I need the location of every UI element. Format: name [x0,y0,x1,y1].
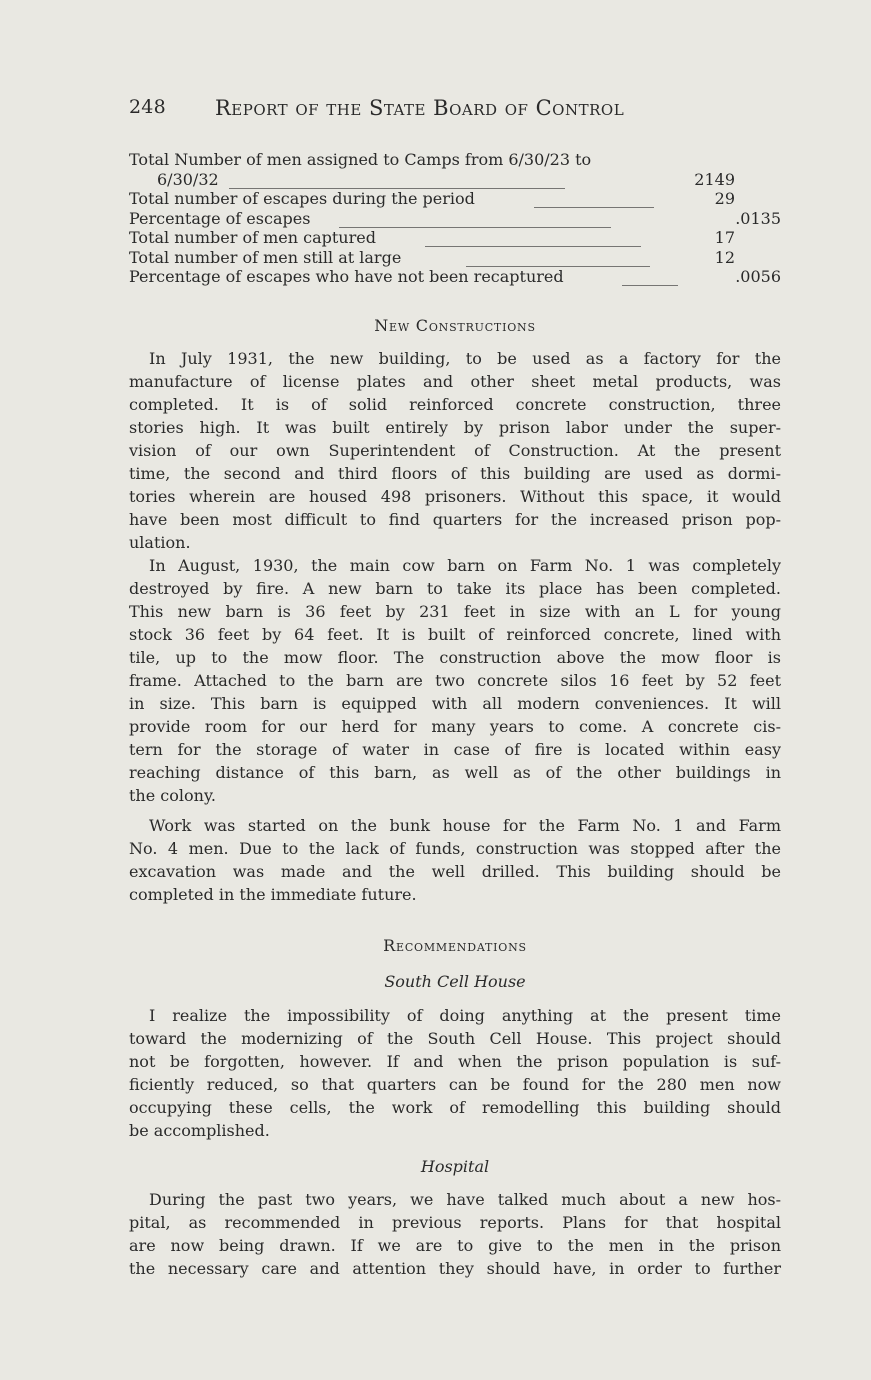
text-line: toward the modernizing of the South Cell House. This project should [129,1029,781,1048]
leader-dots: _______________________ [466,247,650,267]
stat-value: 17 [714,228,735,247]
text-line: the colony. [129,786,216,805]
text-line: ficiently reduced, so that quarters can be found for the 280 men now [129,1075,781,1094]
stat-value: .0056 [735,267,781,286]
text-line: manufacture of license plates and other sheet metal products, was [129,372,781,391]
leader-dots: __________________________________ [339,208,611,228]
text-line: stock 36 feet by 64 feet. It is built of reinforced concrete, lined with [129,625,781,644]
stat-row [129,228,781,248]
text-line: reaching distance of this barn, as well as of the other buildings in [129,763,781,782]
text-line: provide room for our herd for many years to come. A concrete cis- [129,717,781,736]
stat-label: Percentage of escapes [129,208,311,228]
stat-label: Total number of men captured [129,228,376,247]
stat-row [129,189,781,209]
text-line: stories high. It was built entirely by prison labor under the super- [129,418,781,437]
text-line: destroyed by fire. A new barn to take its place has been completed. [129,579,781,598]
subheading-hospital: Hospital [420,1157,490,1176]
stat-row [129,248,781,268]
text-line: in size. This barn is equipped with all modern conveniences. It will [129,694,781,713]
subheading-south-cell-house: South Cell House [384,972,526,991]
text-line: tile, up to the mow floor. The construction above the mow floor is [129,648,781,667]
text-line: vision of our own Superintendent of Construction. At the present [129,441,781,460]
section-heading-new-constructions: New Constructions [374,316,536,335]
text-line: completed. It is of solid reinforced concrete construction, three [129,395,781,414]
leader-dots: _______ [622,267,678,286]
text-line: I realize the impossibility of doing anything at the present time [149,1006,781,1025]
text-line: During the past two years, we have talked much about a new hos- [149,1190,781,1209]
stat-row [129,267,781,287]
leader-dots: __________________________________________ [229,169,565,189]
stat-label: Total Number of men assigned to Camps from 6/30/23 to [129,150,592,169]
text-line: tern for the storage of water in case of fire is located within easy [129,740,781,759]
text-line: have been most difficult to find quarters for the increased prison pop- [129,510,781,529]
section-heading-recommendations: Recommendations [383,936,527,955]
text-line: frame. Attached to the barn are two concrete silos 16 feet by 52 feet [129,671,781,690]
text-line: completed in the immediate future. [129,885,417,904]
text-line: are now being drawn. If we are to give to the men in the prison [129,1236,781,1255]
leader-dots: ___________________________ [425,228,641,247]
paragraph-hospital [129,1188,781,1280]
stat-label: Total number of men still at large [129,247,402,267]
text-line: occupying these cells, the work of remodelling this building should [129,1098,781,1117]
stat-value: .0135 [735,208,781,228]
stat-value: 12 [714,247,735,267]
running-title: Report of the State Board of Control [215,96,625,120]
stat-value: 29 [714,189,735,208]
leader-dots: _______________ [534,189,654,208]
paragraph-bunk-house [129,814,781,906]
text-line: excavation was made and the well drilled. This building should be [129,862,781,881]
stat-row [129,209,781,229]
paragraph-cow-barn [129,554,781,807]
text-line: be accomplished. [129,1121,270,1140]
stat-row [129,150,781,170]
text-line: This new barn is 36 feet by 231 feet in size with an L for young [129,602,781,621]
stat-value: 2149 [694,169,735,189]
stat-row [129,170,781,190]
text-line: In July 1931, the new building, to be used as a factory for the [149,349,781,368]
page-number: 248 [129,96,166,118]
escape-statistics [129,150,781,287]
text-line: the necessary care and attention they should have, in order to further [129,1259,781,1278]
stat-label: Percentage of escapes who have not been recaptured [129,267,564,286]
stat-label: Total number of escapes during the period [129,189,475,208]
text-line: Work was started on the bunk house for the Farm No. 1 and Farm [149,816,781,835]
paragraph-south-cell-house [129,1004,781,1142]
stat-label: 6/30/32 [157,169,219,189]
paragraph-factory-building [129,347,781,554]
text-line: tories wherein are housed 498 prisoners. Without this space, it would [129,487,781,506]
text-line: time, the second and third floors of this building are used as dormi- [129,464,781,483]
text-line: ulation. [129,533,191,552]
text-line: In August, 1930, the main cow barn on Farm No. 1 was completely [149,556,781,575]
text-line: pital, as recommended in previous reports. Plans for that hospital [129,1213,781,1232]
text-line: not be forgotten, however. If and when the prison population is suf- [129,1052,781,1071]
text-line: No. 4 men. Due to the lack of funds, construction was stopped after the [129,839,781,858]
